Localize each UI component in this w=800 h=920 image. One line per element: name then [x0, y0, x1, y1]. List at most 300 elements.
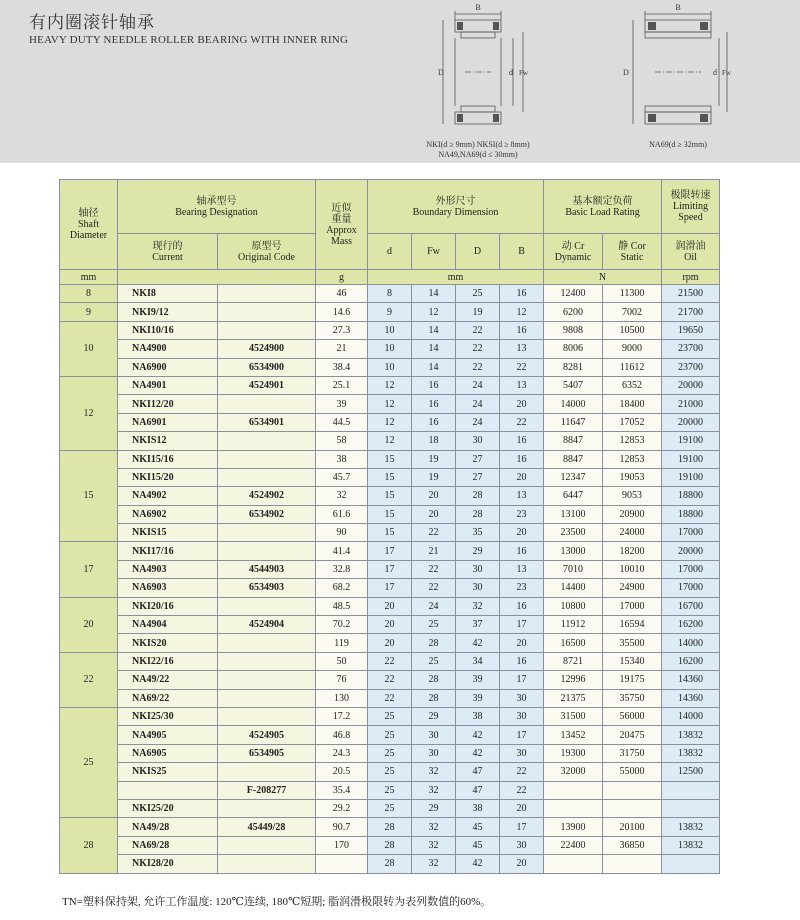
cell-d: 10 [368, 321, 412, 339]
page-title-cn: 有内圈滚针轴承 [29, 13, 155, 32]
cell-outer-d: 42 [456, 634, 500, 652]
cell-oil: 13832 [662, 818, 720, 836]
cell-current: NA6903 [118, 579, 218, 597]
cell-original: 4544903 [218, 560, 316, 578]
cell-original: 4524905 [218, 726, 316, 744]
cell-fw: 29 [412, 799, 456, 817]
cell-outer-d: 30 [456, 432, 500, 450]
designation-cn: 轴承型号 [196, 195, 237, 207]
cell-dynamic: 13100 [544, 505, 603, 523]
cell-fw: 24 [412, 597, 456, 615]
cell-b: 16 [500, 321, 544, 339]
cell-static: 19175 [603, 671, 662, 689]
cell-oil: 23700 [662, 358, 720, 376]
cell-mass: 119 [316, 634, 368, 652]
cell-original [218, 634, 316, 652]
cell-current: NA69/28 [118, 836, 218, 854]
cell-dynamic: 21375 [544, 689, 603, 707]
cell-original [218, 303, 316, 321]
cell-mass: 24.3 [316, 744, 368, 762]
col-basic-load-rating [544, 180, 662, 234]
cell-outer-d: 24 [456, 395, 500, 413]
mass-cn1: 近似 [331, 202, 352, 214]
cell-d: 10 [368, 340, 412, 358]
cell-current: NA4903 [118, 560, 218, 578]
cell-mass: 38.4 [316, 358, 368, 376]
cell-static: 15340 [603, 652, 662, 670]
cell-mass: 90.7 [316, 818, 368, 836]
cell-mass: 41.4 [316, 542, 368, 560]
cell-outer-d: 47 [456, 781, 500, 799]
cell-outer-d: 42 [456, 744, 500, 762]
col-original-code [218, 234, 316, 270]
cell-original [218, 671, 316, 689]
cell-b: 16 [500, 542, 544, 560]
cell-fw: 28 [412, 689, 456, 707]
cell-mass: 130 [316, 689, 368, 707]
cell-original [218, 597, 316, 615]
cell-dynamic: 6200 [544, 303, 603, 321]
cell-dynamic: 13452 [544, 726, 603, 744]
cell-dynamic: 13000 [544, 542, 603, 560]
cell-d: 15 [368, 468, 412, 486]
cell-static: 10010 [603, 560, 662, 578]
table-row [60, 836, 720, 854]
cell-original [218, 707, 316, 725]
cell-fw: 14 [412, 321, 456, 339]
cell-oil: 14000 [662, 707, 720, 725]
cell-outer-d: 27 [456, 450, 500, 468]
cell-shaft: 15 [60, 450, 118, 542]
cell-d: 8 [368, 285, 412, 303]
cell-b: 17 [500, 616, 544, 634]
shaft-en2: Diameter [69, 230, 108, 241]
cell-dynamic: 12400 [544, 285, 603, 303]
oil-en: Oil [684, 251, 697, 263]
shaft-cn: 轴径 [78, 208, 99, 219]
cell-d: 20 [368, 616, 412, 634]
cell-b: 20 [500, 468, 544, 486]
cell-original: 6534903 [218, 579, 316, 597]
cell-current: NKI20/16 [118, 597, 218, 615]
dim-en: Boundary Dimension [412, 206, 499, 218]
col-static [603, 234, 662, 270]
cell-mass: 44.5 [316, 413, 368, 431]
cell-b: 20 [500, 799, 544, 817]
cell-current: NA6905 [118, 744, 218, 762]
cell-b: 13 [500, 487, 544, 505]
table-row [60, 542, 720, 560]
cell-fw: 30 [412, 744, 456, 762]
cell-fw: 14 [412, 340, 456, 358]
shaft-en1: Shaft [77, 219, 100, 230]
cell-b: 13 [500, 340, 544, 358]
table-row [60, 818, 720, 836]
cell-fw: 16 [412, 376, 456, 394]
col-oil [662, 234, 720, 270]
col-b: B [500, 234, 544, 270]
cell-current [118, 781, 218, 799]
cell-b: 30 [500, 836, 544, 854]
cell-d: 25 [368, 707, 412, 725]
cell-dynamic: 31500 [544, 707, 603, 725]
cell-dynamic: 32000 [544, 763, 603, 781]
cell-oil: 20000 [662, 413, 720, 431]
table-row [60, 652, 720, 670]
cell-original: 4524902 [218, 487, 316, 505]
cell-outer-d: 45 [456, 818, 500, 836]
load-en: Basic Load Rating [565, 206, 640, 218]
cell-original [218, 763, 316, 781]
footnote: TN=塑料保持架, 允许工作温度: 120℃连续, 180℃短期; 脂润滑极限转为表列数值的60%。 [62, 896, 492, 908]
cell-oil [662, 799, 720, 817]
cell-shaft: 9 [60, 303, 118, 321]
cell-oil: 14360 [662, 671, 720, 689]
cell-outer-d: 34 [456, 652, 500, 670]
cell-d: 22 [368, 689, 412, 707]
cell-current: NKI25/30 [118, 707, 218, 725]
cell-dynamic: 8281 [544, 358, 603, 376]
cell-mass: 32 [316, 487, 368, 505]
cell-outer-d: 47 [456, 763, 500, 781]
cell-shaft: 8 [60, 285, 118, 303]
cell-current: NKI8 [118, 285, 218, 303]
cell-b: 13 [500, 376, 544, 394]
cell-shaft: 22 [60, 652, 118, 707]
dim-label-b: B [675, 3, 681, 12]
cell-shaft: 17 [60, 542, 118, 597]
dim-label-d-inner: d [713, 68, 717, 77]
cell-current: NA6902 [118, 505, 218, 523]
cell-d: 25 [368, 781, 412, 799]
cell-current: NKI22/16 [118, 652, 218, 670]
table-row [60, 763, 720, 781]
cell-static: 12853 [603, 432, 662, 450]
cell-original [218, 432, 316, 450]
cell-mass: 68.2 [316, 579, 368, 597]
cell-static: 20100 [603, 818, 662, 836]
cell-b: 16 [500, 450, 544, 468]
cor-cn: 静 Cor [618, 240, 646, 252]
cell-original [218, 652, 316, 670]
cell-dynamic: 5407 [544, 376, 603, 394]
cell-d: 20 [368, 597, 412, 615]
cell-d: 15 [368, 505, 412, 523]
cell-b: 17 [500, 671, 544, 689]
unit-rpm: rpm [662, 270, 720, 285]
load-cn: 基本额定负荷 [572, 195, 633, 207]
cell-current: NA6900 [118, 358, 218, 376]
cell-oil: 21000 [662, 395, 720, 413]
cell-mass: 46.8 [316, 726, 368, 744]
cell-fw: 12 [412, 303, 456, 321]
table-row [60, 395, 720, 413]
cell-dynamic: 8847 [544, 450, 603, 468]
cell-original [218, 321, 316, 339]
cell-d: 12 [368, 395, 412, 413]
cell-original: 6534905 [218, 744, 316, 762]
cell-d: 25 [368, 726, 412, 744]
cell-b: 20 [500, 524, 544, 542]
cell-static [603, 799, 662, 817]
table-row [60, 744, 720, 762]
cell-oil: 13832 [662, 744, 720, 762]
unit-mm: mm [60, 270, 118, 285]
cell-mass: 29.2 [316, 799, 368, 817]
cell-mass: 25.1 [316, 376, 368, 394]
cell-mass: 17.2 [316, 707, 368, 725]
unit-blank [118, 270, 316, 285]
col-bearing-designation [118, 180, 316, 234]
cell-d: 15 [368, 487, 412, 505]
cell-static: 6352 [603, 376, 662, 394]
cell-oil: 17000 [662, 560, 720, 578]
cell-original: F-208277 [218, 781, 316, 799]
cell-fw: 16 [412, 395, 456, 413]
cell-dynamic: 11912 [544, 616, 603, 634]
cell-d: 12 [368, 376, 412, 394]
table-body [60, 285, 720, 874]
cell-d: 25 [368, 763, 412, 781]
col-limiting-speed [662, 180, 720, 234]
cell-b: 17 [500, 726, 544, 744]
cell-static: 12853 [603, 450, 662, 468]
cell-original [218, 450, 316, 468]
cell-original: 6534902 [218, 505, 316, 523]
cell-d: 10 [368, 358, 412, 376]
cell-fw: 20 [412, 505, 456, 523]
cell-outer-d: 42 [456, 726, 500, 744]
cell-b: 16 [500, 652, 544, 670]
cell-d: 12 [368, 413, 412, 431]
cell-fw: 14 [412, 358, 456, 376]
original-en: Original Code [238, 251, 295, 263]
cell-fw: 30 [412, 726, 456, 744]
cell-d: 25 [368, 744, 412, 762]
current-cn: 现行的 [152, 240, 183, 252]
cell-outer-d: 22 [456, 340, 500, 358]
cell-mass: 46 [316, 285, 368, 303]
cell-original [218, 285, 316, 303]
cell-fw: 20 [412, 487, 456, 505]
cell-outer-d: 30 [456, 560, 500, 578]
current-en: Current [152, 251, 183, 263]
cell-outer-d: 27 [456, 468, 500, 486]
cell-static: 11612 [603, 358, 662, 376]
cell-static: 16594 [603, 616, 662, 634]
cell-mass: 170 [316, 836, 368, 854]
cell-static: 20900 [603, 505, 662, 523]
cell-current: NKIS25 [118, 763, 218, 781]
cell-original: 4524900 [218, 340, 316, 358]
cell-b: 16 [500, 285, 544, 303]
table-row [60, 799, 720, 817]
cell-dynamic: 14400 [544, 579, 603, 597]
cell-d: 12 [368, 432, 412, 450]
cell-d: 9 [368, 303, 412, 321]
col-shaft-diameter [60, 180, 118, 270]
cell-original [218, 542, 316, 560]
col-approx-mass [316, 180, 368, 270]
table-row [60, 707, 720, 725]
cell-mass: 27.3 [316, 321, 368, 339]
cell-current: NKI15/20 [118, 468, 218, 486]
table-row [60, 450, 720, 468]
table-row [60, 689, 720, 707]
cell-static: 17000 [603, 597, 662, 615]
cell-d: 15 [368, 524, 412, 542]
units-row [60, 270, 720, 285]
original-cn: 原型号 [251, 240, 282, 252]
cell-oil [662, 855, 720, 873]
cell-original [218, 395, 316, 413]
cell-original: 6534901 [218, 413, 316, 431]
bearing-spec-table [59, 179, 720, 874]
cell-static: 7002 [603, 303, 662, 321]
cell-fw: 29 [412, 707, 456, 725]
table-row [60, 579, 720, 597]
oil-cn: 润滑油 [675, 240, 706, 252]
cell-mass: 21 [316, 340, 368, 358]
cell-dynamic: 13900 [544, 818, 603, 836]
speed-cn: 极限转速 [670, 190, 711, 201]
cell-outer-d: 35 [456, 524, 500, 542]
cell-oil: 13832 [662, 836, 720, 854]
page-title-en: HEAVY DUTY NEEDLE ROLLER BEARING WITH INNER RING [29, 34, 349, 46]
cell-static: 10500 [603, 321, 662, 339]
bearing-diagram-right [615, 2, 735, 140]
cell-original [218, 836, 316, 854]
cell-d: 28 [368, 818, 412, 836]
cell-oil [662, 781, 720, 799]
table-header [60, 180, 720, 285]
cell-outer-d: 28 [456, 505, 500, 523]
cell-original [218, 689, 316, 707]
cell-static: 18400 [603, 395, 662, 413]
cell-oil: 23700 [662, 340, 720, 358]
cell-oil: 13832 [662, 726, 720, 744]
cell-outer-d: 30 [456, 579, 500, 597]
cell-fw: 14 [412, 285, 456, 303]
table-row [60, 358, 720, 376]
cell-static: 31750 [603, 744, 662, 762]
cell-fw: 19 [412, 450, 456, 468]
cell-outer-d: 39 [456, 689, 500, 707]
bearing-diagram-left [425, 2, 535, 140]
cell-mass: 14.6 [316, 303, 368, 321]
mass-en1: Approx [326, 224, 357, 236]
col-outer-d: D [456, 234, 500, 270]
cell-current: NKIS12 [118, 432, 218, 450]
cor-en: Static [620, 251, 644, 263]
cell-static [603, 855, 662, 873]
cell-original: 6534900 [218, 358, 316, 376]
cell-dynamic: 9808 [544, 321, 603, 339]
cell-outer-d: 45 [456, 836, 500, 854]
unit-n: N [544, 270, 662, 285]
table-row [60, 781, 720, 799]
diagram-left-caption-line1: NKI(d ≥ 9mm) NKSI(d ≥ 8mm) [426, 140, 530, 149]
cell-outer-d: 24 [456, 413, 500, 431]
cell-outer-d: 25 [456, 285, 500, 303]
cell-mass [316, 855, 368, 873]
cell-fw: 22 [412, 560, 456, 578]
cell-dynamic [544, 781, 603, 799]
cell-b: 23 [500, 579, 544, 597]
cell-dynamic: 12347 [544, 468, 603, 486]
cell-fw: 19 [412, 468, 456, 486]
cr-cn: 动 Cr [561, 240, 585, 252]
cell-mass: 50 [316, 652, 368, 670]
cell-static: 9000 [603, 340, 662, 358]
cell-oil: 16200 [662, 652, 720, 670]
cell-dynamic: 8006 [544, 340, 603, 358]
cell-outer-d: 24 [456, 376, 500, 394]
cell-fw: 32 [412, 818, 456, 836]
cell-mass: 61.6 [316, 505, 368, 523]
cell-original: 4524904 [218, 616, 316, 634]
cell-static [603, 781, 662, 799]
cell-current: NKI12/20 [118, 395, 218, 413]
cell-b: 20 [500, 395, 544, 413]
cell-current: NKIS20 [118, 634, 218, 652]
cell-oil: 16700 [662, 597, 720, 615]
cell-oil: 19100 [662, 432, 720, 450]
cell-b: 30 [500, 744, 544, 762]
cell-b: 13 [500, 560, 544, 578]
cell-oil: 14000 [662, 634, 720, 652]
cell-dynamic: 11647 [544, 413, 603, 431]
diagram-left-caption [408, 140, 548, 160]
table-row [60, 505, 720, 523]
table-row [60, 671, 720, 689]
cell-b: 22 [500, 781, 544, 799]
cell-fw: 32 [412, 855, 456, 873]
cell-dynamic: 6447 [544, 487, 603, 505]
cell-dynamic: 10800 [544, 597, 603, 615]
cell-static: 19053 [603, 468, 662, 486]
cell-b: 17 [500, 818, 544, 836]
cell-static: 36850 [603, 836, 662, 854]
cell-current: NA4901 [118, 376, 218, 394]
cell-dynamic: 8721 [544, 652, 603, 670]
mass-en2: Mass [330, 235, 353, 247]
cell-dynamic: 7010 [544, 560, 603, 578]
cell-mass: 32.8 [316, 560, 368, 578]
cell-current: NA69/22 [118, 689, 218, 707]
mass-cn2: 重量 [331, 213, 352, 225]
cell-outer-d: 32 [456, 597, 500, 615]
dim-label-fw: Fw [519, 69, 528, 77]
cell-outer-d: 42 [456, 855, 500, 873]
cell-oil: 12500 [662, 763, 720, 781]
dim-cn: 外形尺寸 [435, 195, 476, 207]
cell-current: NKI17/16 [118, 542, 218, 560]
cell-static: 35500 [603, 634, 662, 652]
cell-static: 24000 [603, 524, 662, 542]
cell-oil: 19650 [662, 321, 720, 339]
cell-current: NA4900 [118, 340, 218, 358]
cell-dynamic: 8847 [544, 432, 603, 450]
cell-fw: 18 [412, 432, 456, 450]
cell-fw: 32 [412, 781, 456, 799]
cell-outer-d: 38 [456, 799, 500, 817]
cell-current: NA4902 [118, 487, 218, 505]
cell-outer-d: 37 [456, 616, 500, 634]
cell-outer-d: 22 [456, 321, 500, 339]
table-row [60, 634, 720, 652]
table-row [60, 560, 720, 578]
